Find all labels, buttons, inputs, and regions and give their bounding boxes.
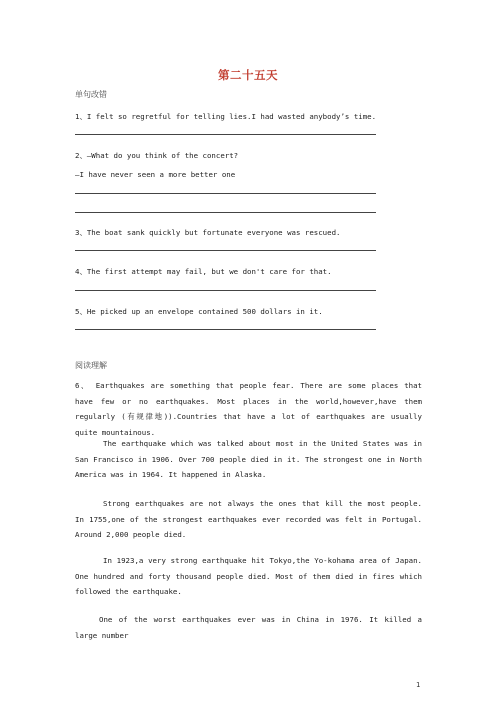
answer-line-5[interactable] (75, 329, 376, 330)
answer-line-1[interactable] (75, 134, 376, 135)
question-5: 5、He picked up an envelope contained 500 dollars in it. (75, 307, 323, 316)
answer-line-2b[interactable] (75, 212, 376, 213)
answer-line-2a[interactable] (75, 193, 376, 194)
reading-paragraph-1: 6、 Earthquakes are something that people fear. There are some places that have few or no earthquakes. Most places in the world,however,have them regularly (有规律地)).Countries that have a lot of earthquakes are usually quite mountainous. (75, 381, 422, 437)
question-2-reply: —I have never seen a more better one (75, 170, 236, 179)
reading-paragraph-3: Strong earthquakes are not always the ones that kill the most people. In 1755,one of the strongest earthquakes ever recorded was felt in Portugal. Around 2,000 people died. (75, 499, 422, 539)
answer-line-4[interactable] (75, 290, 376, 291)
reading-paragraph-2: The earthquake which was talked about most in the United States was in San Francisco in 1906. Over 700 people died in it. The strongest one in North America was in 1964. It happened in Alaska. (75, 439, 422, 479)
question-1: 1、I felt so regretful for telling lies.I had wasted anybody’s time. (75, 112, 377, 121)
section-heading-error-correction: 单句改错 (75, 90, 107, 99)
section-heading-reading: 阅读理解 (75, 361, 107, 370)
reading-paragraph-4: In 1923,a very strong earthquake hit Tokyo,the Yo-kohama area of Japan. One hundred and forty thousand people died. Most of them died in fires which followed the earthquake. (75, 556, 422, 596)
page-number: 1 (416, 681, 421, 689)
page-title: 第二十五天 (218, 68, 278, 82)
question-4: 4、The first attempt may fail, but we don't care for that. (75, 267, 332, 276)
question-3: 3、The boat sank quickly but fortunate everyone was rescued. (75, 228, 341, 237)
answer-line-3[interactable] (75, 250, 376, 251)
reading-paragraph-5: One of the worst earthquakes ever was in China in 1976. It killed a large number (75, 615, 422, 640)
question-2-prompt: 2、—What do you think of the concert? (75, 151, 239, 160)
